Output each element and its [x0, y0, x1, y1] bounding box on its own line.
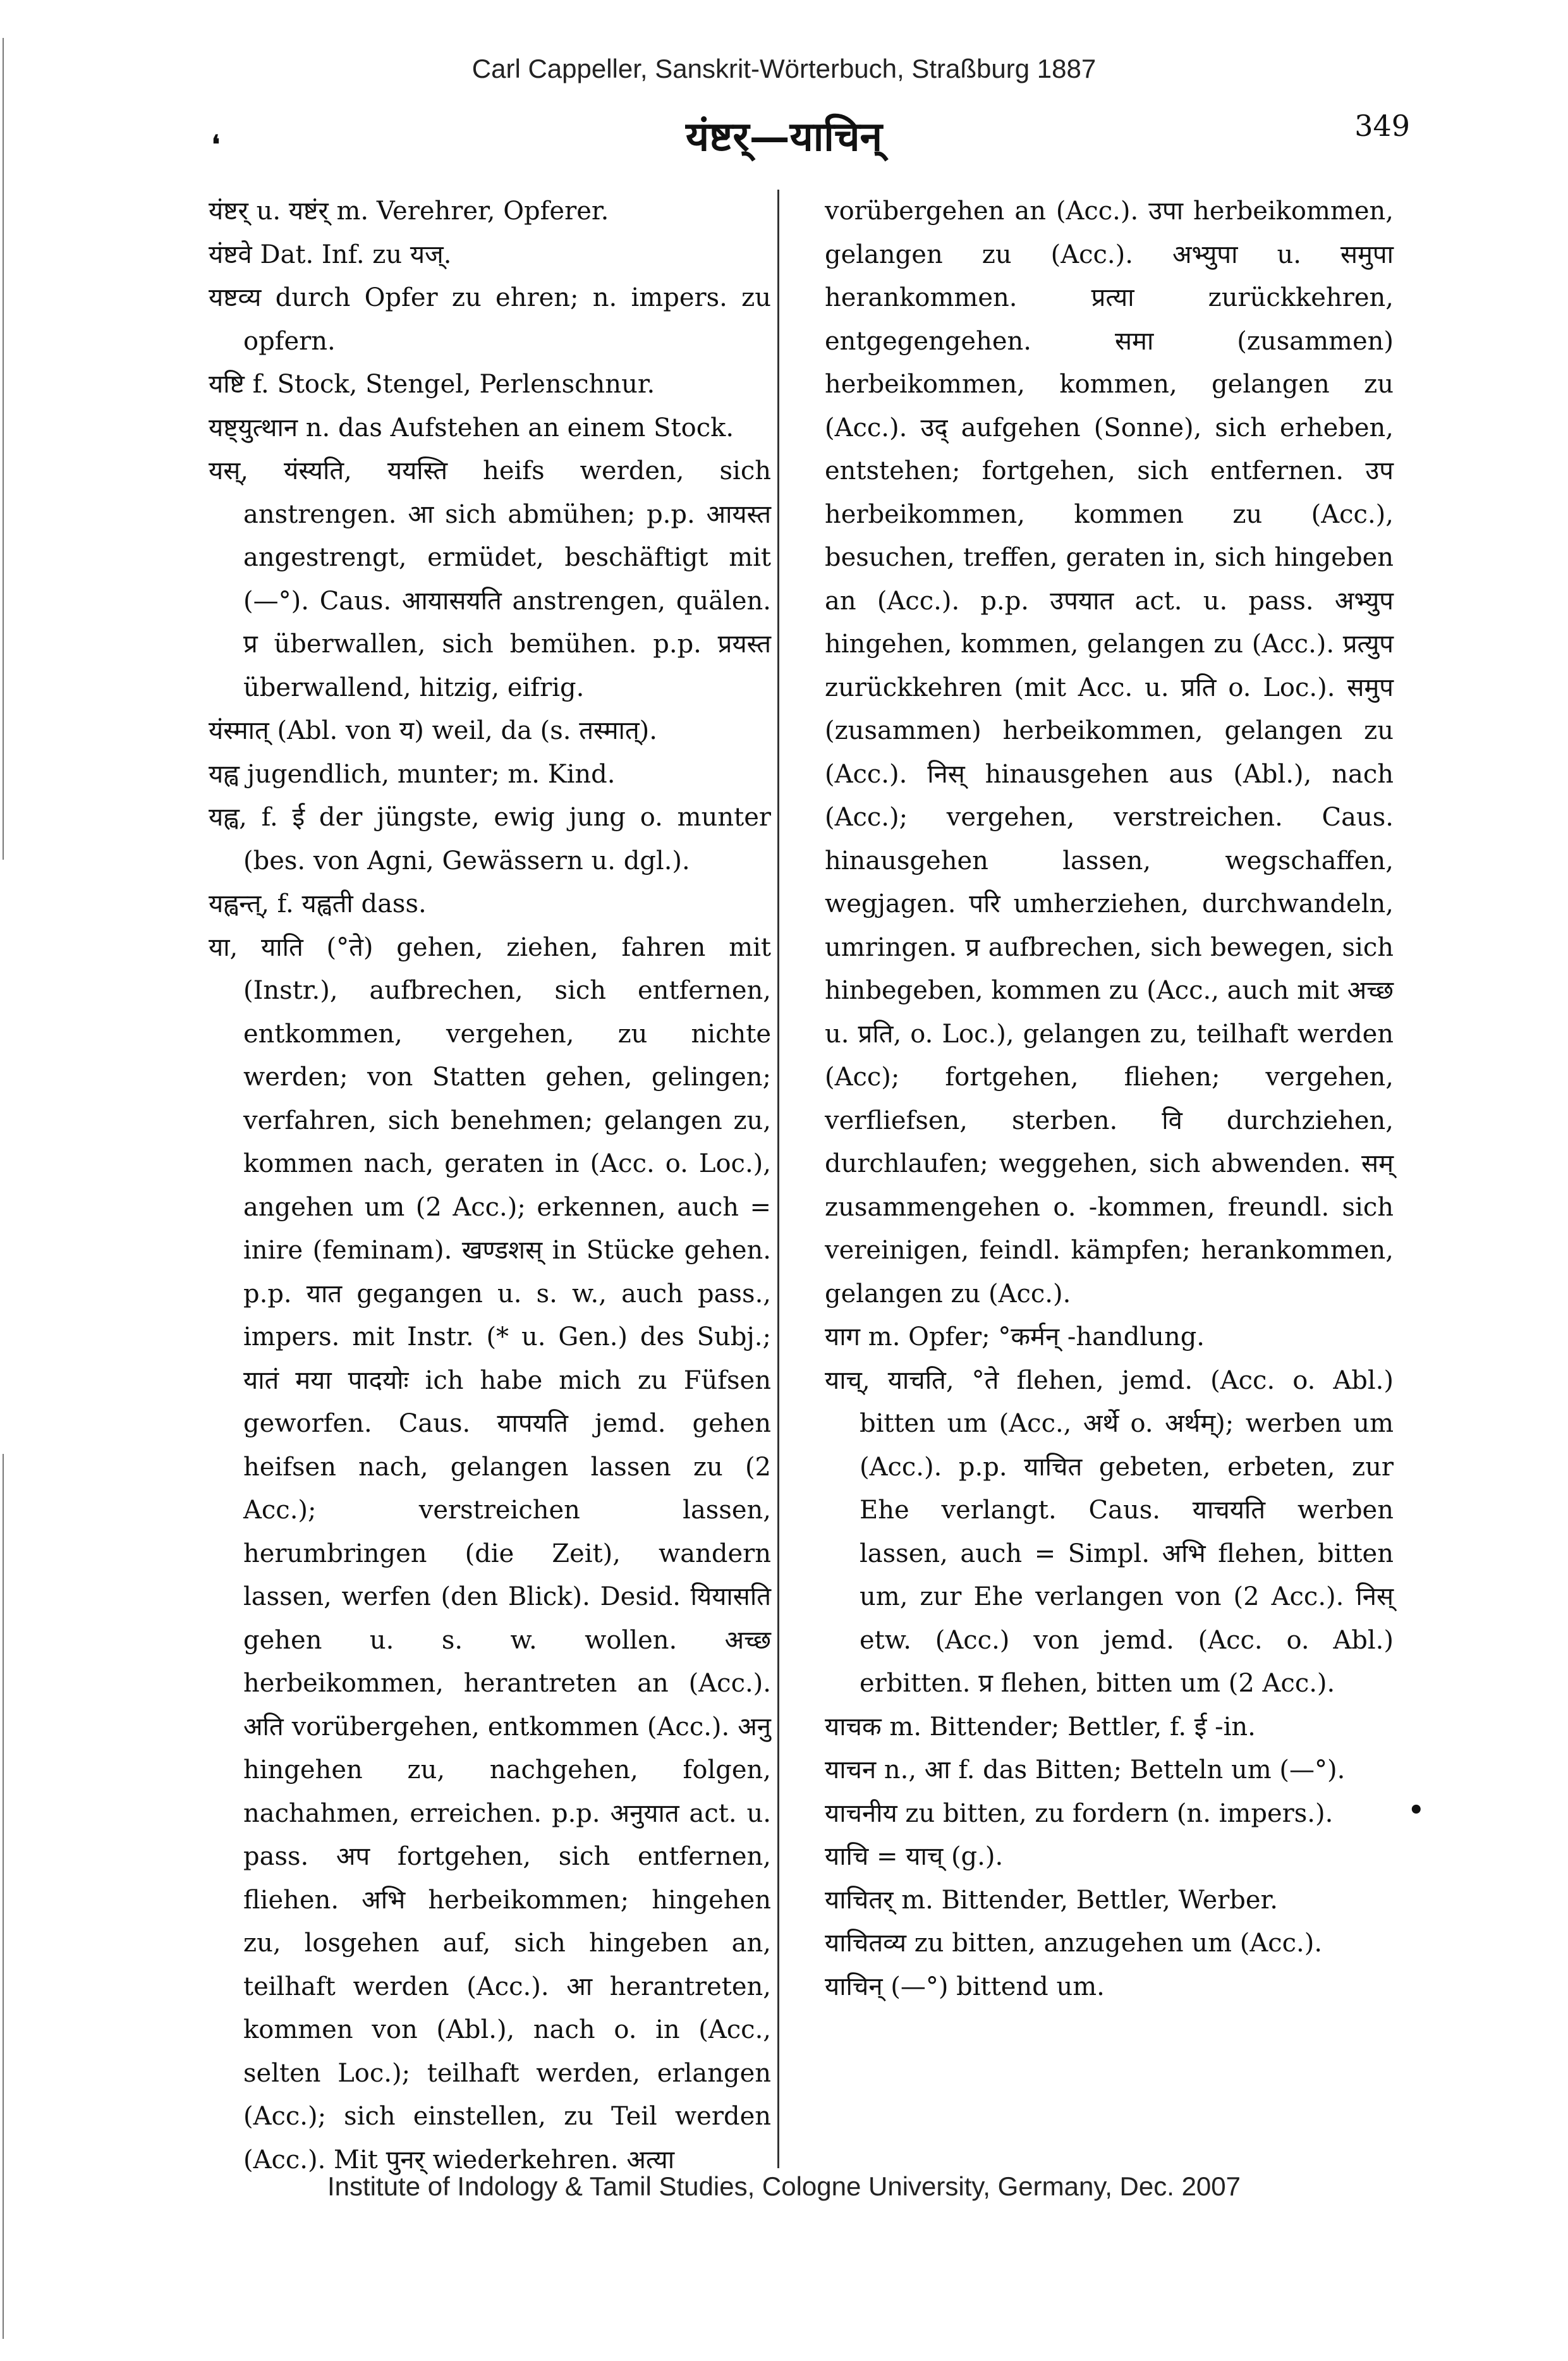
dictionary-entry: याचितर् m. Bittender, Bettler, Werber.: [825, 1885, 1278, 1915]
dictionary-entry: यस्, यंस्यति, ययस्ति heifs werden, sich anstrengen. आ sich abmühen; p.p. आयस्त angestrengt, ermüdet, beschäftigt mit (—°). Caus. आयासयति anstrengen, quälen. प्र überwallen, sich bemühen. p.p. प्रयस्त überwallend, hitzig, eifrig.: [209, 456, 771, 702]
dictionary-entry: यह्व, f. ई der jüngste, ewig jung o. munter (bes. von Agni, Gewässern u. dgl.).: [209, 803, 771, 875]
scan-edge-line: [3, 1454, 4, 2339]
footer-credit: Institute of Indology & Tamil Studies, Cologne University, Germany, Dec. 2007: [327, 2171, 1241, 2201]
dictionary-entry: याचन n., आ f. das Bitten; Betteln um (—°).: [825, 1755, 1346, 1784]
page-number: 349: [1354, 109, 1410, 143]
dictionary-entry: याचक m. Bittender; Bettler, f. ई -in.: [825, 1712, 1256, 1742]
dictionary-entry: यह्व jugendlich, munter; m. Kind.: [209, 759, 616, 789]
dictionary-entry: यंष्टर् u. यष्टंर् m. Verehrer, Opferer.: [209, 197, 609, 226]
column-divider: [777, 190, 779, 2168]
dictionary-entry: यह्वन्त्, f. यह्वती dass.: [209, 889, 427, 918]
dictionary-entry: याच्, याचति, °ते flehen, jemd. (Acc. o. Abl.) bitten um (Acc., अर्थे o. अर्थम्); werben um (Acc.). p.p. याचित gebeten, erbeten, zur Ehe verlangt. Caus. याचयति werben lassen, auch = Simpl. अभि flehen, bitten um, zur Ehe verlangen von (2 Acc.). निस् etw. (Acc.) von jemd. (Acc. o. Abl.) erbitten. प्र flehen, bitten um (2 Acc.).: [825, 1365, 1394, 1698]
dictionary-entry: vorübergehen an (Acc.). उपा herbeikommen, gelangen zu (Acc.). अभ्युपा u. समुपा herankommen. प्रत्या zurückkehren, entgegengehen. समा (zusammen) herbeikommen, kommen, gelangen zu (Acc.). उद् aufgehen (Sonne), sich erheben, entstehen; fortgehen, sich entfernen. उप herbeikommen, kommen zu (Acc.), besuchen, treffen, geraten in, sich hingeben an (Acc.). p.p. उपयात act. u. pass. अभ्युप hingehen, kommen, gelangen zu (Acc.). प्रत्युप zurückkehren (mit Acc. u. प्रति o. Loc.). समुप (zusammen) herbeikommen, gelangen zu (Acc.). निस् hinausgehen aus (Abl.), nach (Acc.); vergehen, verstreichen. Caus. hinausgehen lassen, wegschaffen, wegjagen. परि umherziehen, durchwandeln, umringen. प्र aufbrechen, sich bewegen, sich hinbegeben, kommen zu (Acc., auch mit अच्छ u. प्रति, o. Loc.), gelangen zu, teilhaft werden (Acc); fortgehen, fliehen; vergehen, verfliefsen, sterben. वि durchziehen, durchlaufen; weggehen, sich abwenden. सम् zusammengehen o. -kommen, freundl. sich vereinigen, feindl. kämpfen; herankommen, gelangen zu (Acc.).: [825, 197, 1394, 1309]
dictionary-entry: या, याति (°ते) gehen, ziehen, fahren mit (Instr.), aufbrechen, sich entfernen, entkommen, vergehen, zu nichte werden; von Statten gehen, gelingen; verfahren, sich benehmen; gelangen zu, kommen nach, geraten in (Acc. o. Loc.), angehen um (2 Acc.); erkennen, auch = inire (feminam). खण्डशस् in Stücke gehen. p.p. यात gegangen u. s. w., auch pass., impers. mit Instr. (* u. Gen.) des Subj.; यातं मया पादयोः ich habe mich zu Füfsen geworfen. Caus. यापयति jemd. gehen heifsen nach, gelangen lassen zu (2 Acc.); verstreichen lassen, herumbringen (die Zeit), wandern lassen, werfen (den Blick). Desid. यियासति gehen u. s. w. wollen. अच्छ herbeikommen, herantreten an (Acc.). अति vorübergehen, entkommen (Acc.). अनु hingehen zu, nachgehen, folgen, nachahmen, erreichen. p.p. अनुयात act. u. pass. अप fortgehen, sich entfernen, fliehen. अभि herbeikommen; hingehen zu, losgehen auf, sich hingeben an, teilhaft werden (Acc.). आ herantreten, kommen von (Abl.), nach o. in (Acc., selten Loc.); teilhaft werden, erlangen (Acc.); sich einstellen, zu Teil werden (Acc.). Mit पुनर् wiederkehren. अत्या: [209, 932, 771, 2175]
running-head: यंष्टर्—याचिन्: [685, 113, 883, 161]
dictionary-entry: याचनीय zu bitten, zu fordern (n. impers.).: [825, 1798, 1334, 1828]
dictionary-entry: यंष्टवे Dat. Inf. zu यज्.: [209, 240, 452, 269]
margin-dot: •: [1408, 1795, 1425, 1825]
dictionary-entry: याचि = याच् (g.).: [825, 1842, 1004, 1871]
dictionary-entry: याचितव्य zu bitten, anzugehen um (Acc.).: [825, 1929, 1323, 1958]
dictionary-entry: यष्ट्युत्थान n. das Aufstehen an einem Stock.: [209, 413, 734, 442]
right-column: [825, 190, 1394, 2008]
dictionary-entry: यंस्मात् (Abl. von य) weil, da (s. तस्मात्).: [209, 716, 657, 745]
dictionary-entry: याचिन् (—°) bittend um.: [825, 1972, 1105, 2001]
source-header: Carl Cappeller, Sanskrit-Wörterbuch, Straßburg 1887: [471, 54, 1097, 83]
dictionary-entry: यष्टि f. Stock, Stengel, Perlenschnur.: [209, 370, 655, 399]
dictionary-entry: यष्टव्य durch Opfer zu ehren; n. impers. zu opfern.: [209, 283, 771, 356]
dictionary-entry: याग m. Opfer; °कर्मन् -handlung.: [825, 1322, 1205, 1351]
left-column: [209, 190, 771, 2181]
margin-mark: ❛: [212, 130, 220, 159]
